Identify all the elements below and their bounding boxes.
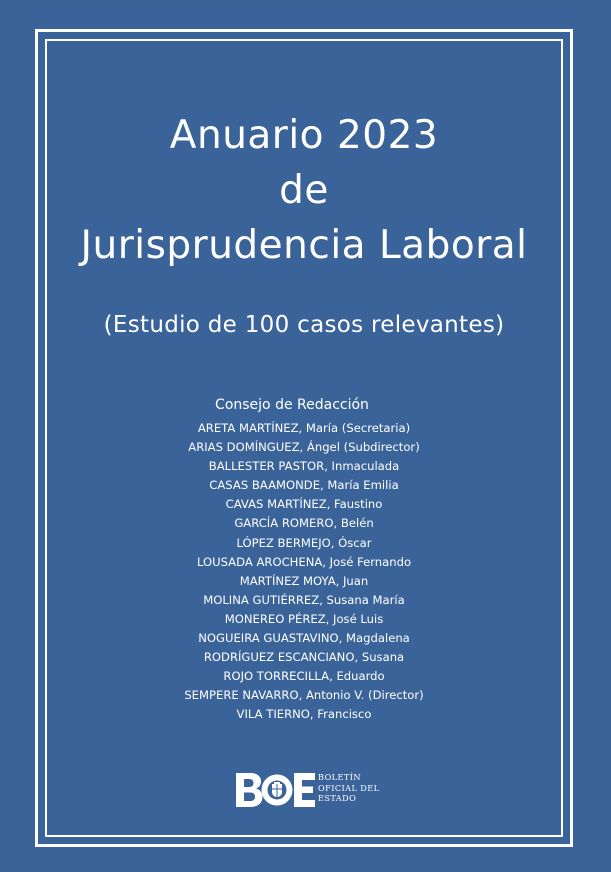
council-member: LÓPEZ BERMEJO, Óscar	[236, 535, 372, 550]
council-member: ROJO TORRECILLA, Eduardo	[223, 669, 385, 684]
council-member: NOGUEIRA GUASTAVINO, Magdalena	[198, 631, 410, 646]
book-subtitle: (Estudio de 100 casos relevantes)	[103, 312, 505, 338]
boe-logo-text	[318, 772, 379, 804]
boe-publisher-logo	[236, 772, 380, 808]
council-member: MONEREO PÉREZ, José Luis	[224, 611, 384, 626]
council-heading: Consejo de Redacción	[215, 397, 369, 413]
title-line-3: Jurisprudencia Laboral	[80, 223, 528, 268]
editorial-council	[45, 396, 563, 725]
council-member: SEMPERE NAVARRO, Antonio V. (Director)	[184, 688, 424, 703]
council-member: VILA TIERNO, Francisco	[236, 707, 372, 722]
boe-text-line-1: BOLETÍN	[318, 772, 361, 782]
council-member: GARCÍA ROMERO, Belén	[234, 516, 374, 531]
council-member: ARIAS DOMÍNGUEZ, Ángel (Subdirector)	[188, 440, 420, 455]
council-member: CAVAS MARTÍNEZ, Faustino	[225, 497, 383, 512]
title-line-2: de	[279, 168, 329, 213]
council-member: BALLESTER PASTOR, Inmaculada	[208, 459, 400, 474]
council-member: LOUSADA AROCHENA, José Fernando	[196, 554, 412, 569]
boe-text-line-2: OFICIAL DEL	[318, 782, 380, 793]
title-line-1: Anuario 2023	[169, 113, 439, 158]
book-title	[45, 108, 563, 273]
boe-logo-icon	[236, 772, 316, 808]
council-member: ARETA MARTÍNEZ, María (Secretaria)	[197, 421, 411, 435]
council-member: MOLINA GUTIÉRREZ, Susana María	[203, 592, 405, 607]
council-member: MARTÍNEZ MOYA, Juan	[239, 573, 369, 588]
boe-text-line-3: ESTADO	[318, 793, 357, 803]
council-member: CASAS BAAMONDE, María Emilia	[209, 478, 399, 493]
council-member: RODRÍGUEZ ESCANCIANO, Susana	[203, 650, 405, 665]
